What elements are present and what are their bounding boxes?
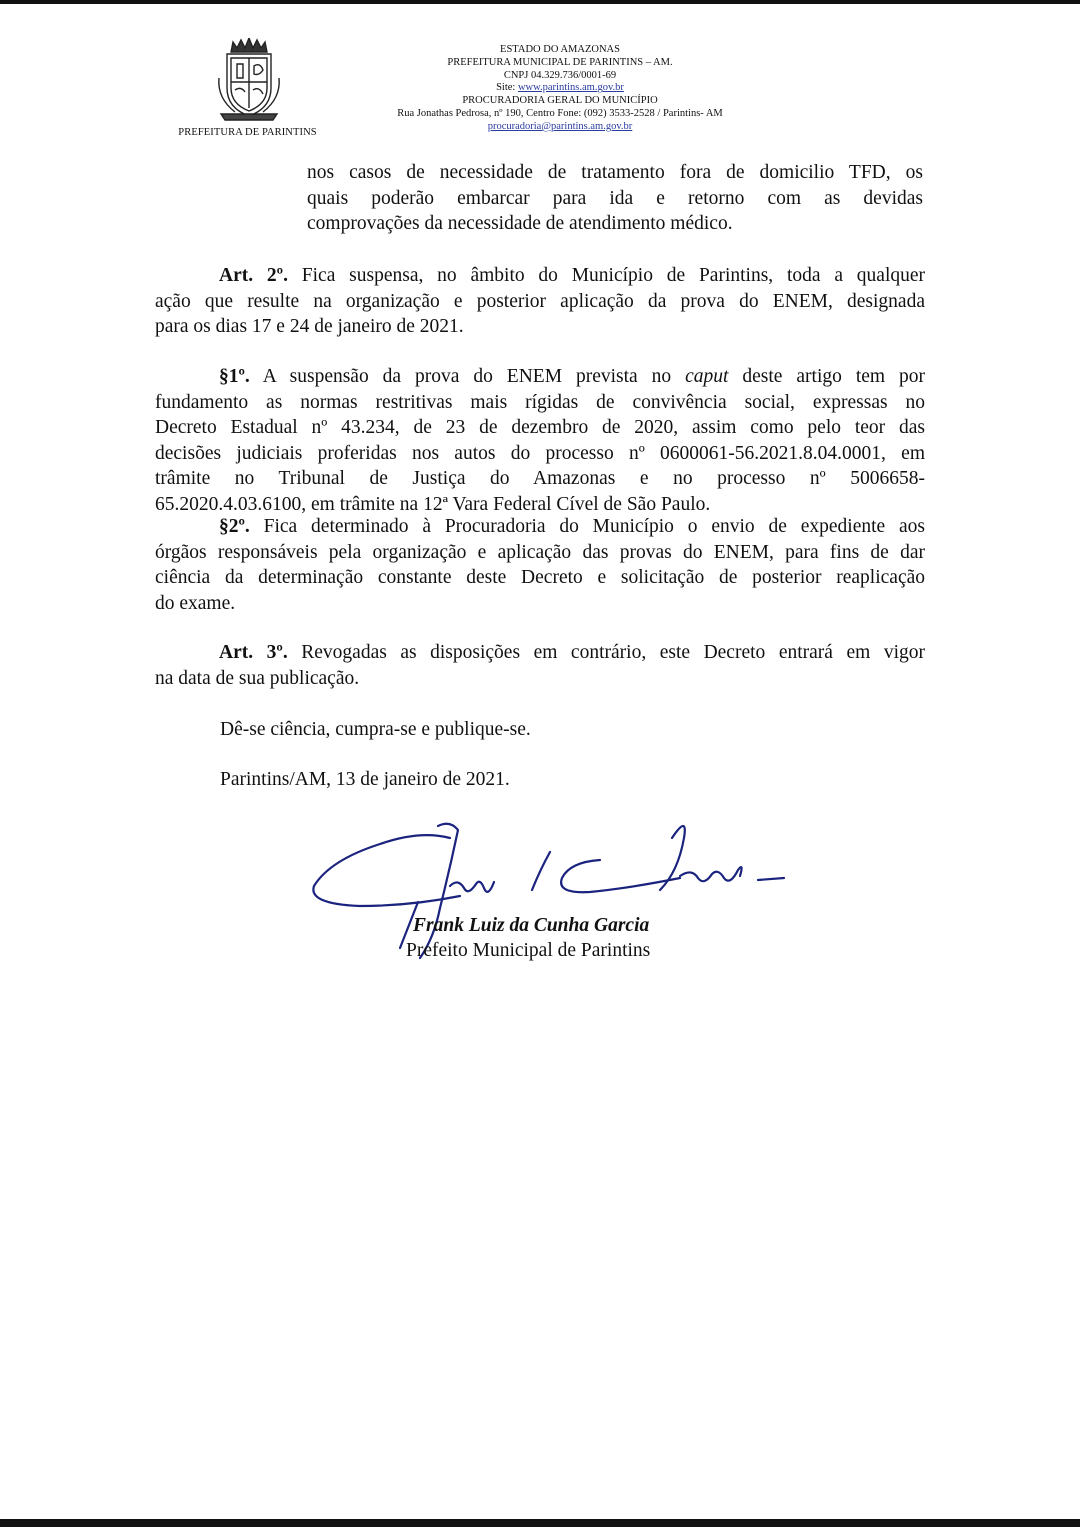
continuation-paragraph — [307, 160, 923, 237]
paragraph-1-text: trâmite no Tribunal de Justiça do Amazonas e no processo nº 5006658- — [155, 468, 925, 489]
paragraph-2 — [155, 514, 925, 616]
place-and-date: Parintins/AM, 13 de janeiro de 2021. — [220, 769, 510, 790]
header-address: Rua Jonathas Pedrosa, nº 190, Centro Fone: (092) 3533-2528 / Parintins- AM — [397, 107, 723, 119]
header-site-label: Site: — [496, 82, 516, 94]
paragraph-2-text: do exame. — [155, 592, 236, 614]
article-3-label: Art. 3º. — [219, 642, 288, 663]
signatory-name: Frank Luiz da Cunha Garcia — [413, 915, 650, 936]
header-email-link[interactable]: procuradoria@parintins.am.gov.br — [487, 120, 633, 132]
paragraph-1 — [155, 364, 925, 517]
paragraph-2-text: órgãos responsáveis pela organização e aplicação das provas do ENEM, para fins de dar — [155, 541, 925, 563]
paragraph-1-text: 65.2020.4.03.6100, em trâmite na 12ª Vara Federal Cível de São Paulo. — [155, 493, 711, 515]
coat-of-arms-emblem — [215, 38, 283, 122]
article-2-label: Art. 2º. — [219, 265, 288, 286]
paragraph-1-text: A suspensão da prova do ENEM prevista no — [262, 366, 672, 387]
paragraph-1-text: deste artigo tem por — [742, 366, 926, 387]
crest-caption: PREFEITURA DE PARINTINS — [178, 127, 317, 138]
article-3-text: na data de sua publicação. — [155, 667, 360, 689]
continuation-line: comprovações da necessidade de atendimento médico. — [307, 213, 733, 234]
header-cnpj: CNPJ 04.329.736/0001-69 — [503, 69, 617, 81]
signatory-role: Prefeito Municipal de Parintins — [406, 940, 651, 961]
article-2-text: Fica suspensa, no âmbito do Município de Parintins, toda a qualquer — [301, 265, 926, 286]
article-2 — [155, 263, 925, 340]
continuation-line: nos casos de necessidade de tratamento fora de domicilio TFD, os — [307, 162, 923, 183]
paragraph-2-label: §2º. — [219, 516, 250, 537]
header-site-link[interactable]: www.parintins.am.gov.br — [517, 82, 624, 94]
paragraph-1-label: §1º. — [219, 366, 250, 387]
header-office: PROCURADORIA GERAL DO MUNICÍPIO — [462, 95, 658, 107]
header-site — [350, 82, 770, 95]
paragraph-1-text: decisões judiciais proferidas nos autos do processo nº 0600061-56.2021.8.04.0001, em — [155, 442, 925, 464]
paragraph-1-text: Decreto Estadual nº 43.234, de 23 de dezembro de 2020, assim como pelo teor das — [155, 417, 925, 438]
letterhead — [350, 44, 770, 134]
header-state: ESTADO DO AMAZONAS — [500, 44, 620, 55]
article-3-text: Revogadas as disposições em contrário, este Decreto entrará em vigor — [301, 642, 925, 663]
article-3 — [155, 640, 925, 691]
article-2-text: para os dias 17 e 24 de janeiro de 2021. — [155, 316, 464, 337]
header-prefecture: PREFEITURA MUNICIPAL DE PARINTINS – AM. — [447, 56, 673, 68]
scan-bottom-edge — [0, 1519, 1080, 1527]
scan-top-edge — [0, 0, 1080, 4]
caput-term: caput — [685, 366, 729, 387]
closing-formula: Dê-se ciência, cumpra-se e publique-se. — [220, 719, 531, 740]
article-2-text: ação que resulte na organização e posterior aplicação da prova do ENEM, designada — [155, 290, 925, 312]
continuation-line: quais poderão embarcar para ida e retorno com as devidas — [307, 187, 923, 209]
paragraph-2-text: Fica determinado à Procuradoria do Município o envio de expediente aos — [263, 516, 925, 537]
paragraph-1-text: fundamento as normas restritivas mais rígidas de convivência social, expressas no — [155, 391, 925, 413]
paragraph-2-text: ciência da determinação constante deste Decreto e solicitação de posterior reaplicação — [155, 567, 925, 588]
